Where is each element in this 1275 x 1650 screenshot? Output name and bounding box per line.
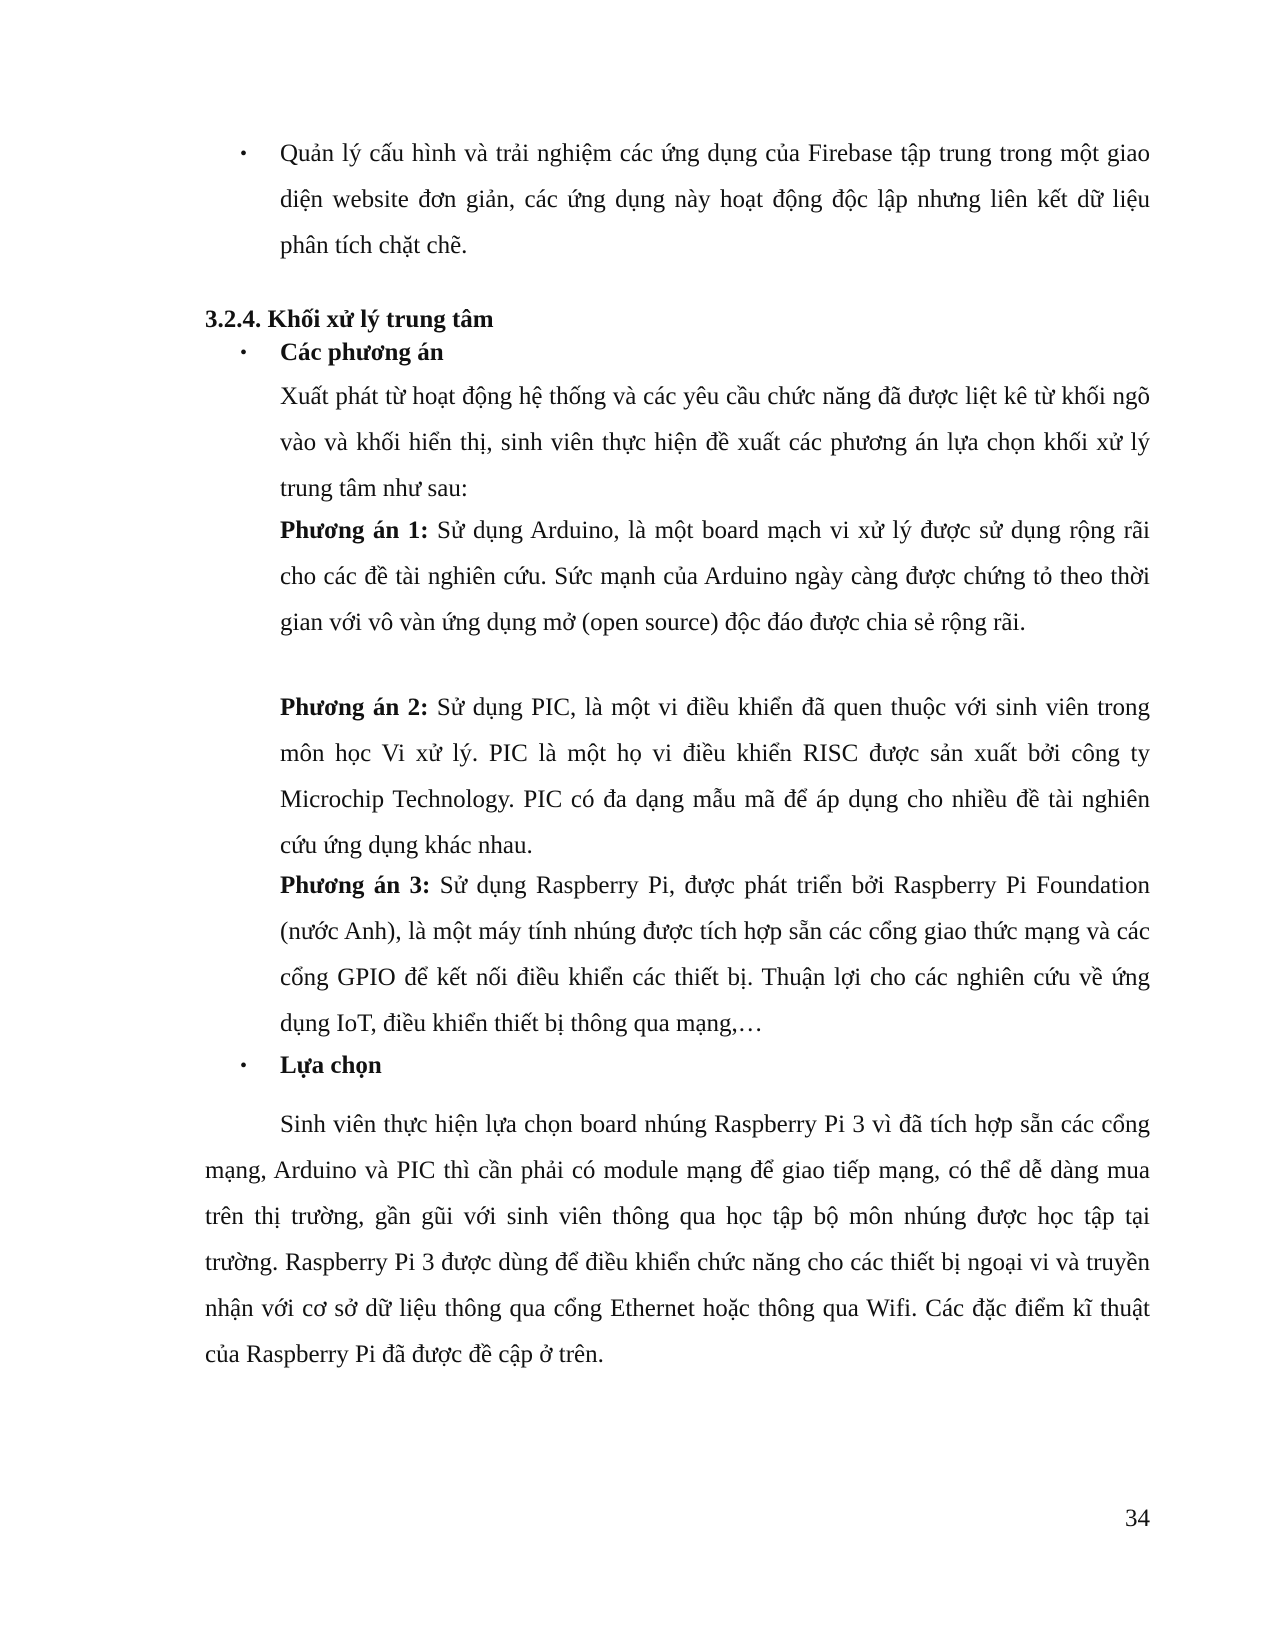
option-1-paragraph [280, 508, 1150, 646]
options-title: Các phương án [280, 339, 444, 366]
option-2-label: Phương án 2: [280, 694, 429, 721]
choice-paragraph: Sinh viên thực hiện lựa chọn board nhúng Raspberry Pi 3 vì đã tích hợp sẵn các cổng mạng, Arduino và PIC thì cần phải có module mạng để giao tiếp mạng, có thể dễ dàng mua trên thị trường, gần gũi với sinh viên thông qua học tập bộ môn nhúng được học tập tại trường. Raspberry Pi 3 được dùng để điều khiển chức năng cho các thiết bị ngoại vi và truyền nhận với cơ sở dữ liệu thông qua cổng Ethernet hoặc thông qua Wifi. Các đặc điểm kĩ thuật của Raspberry Pi đã được đề cập ở trên. [205, 1111, 1150, 1368]
bullet-icon: • [240, 342, 248, 364]
option-3-paragraph [280, 863, 1150, 1047]
option-2-text: Sử dụng PIC, là một vi điều khiển đã quen thuộc với sinh viên trong môn học Vi xử lý. PIC là một họ vi điều khiển RISC được sản xuất bởi công ty Microchip Technology. PIC có đa dạng mẫu mã để áp dụng cho nhiều đề tài nghiên cứu ứng dụng khác nhau. [280, 694, 1150, 859]
option-2-paragraph [280, 685, 1150, 869]
section-heading: 3.2.4. Khối xử lý trung tâm [205, 306, 494, 333]
intro-bullet-text: Quản lý cấu hình và trải nghiệm các ứng dụng của Firebase tập trung trong một giao diện website đơn giản, các ứng dụng này hoạt động độc lập nhưng liên kết dữ liệu phân tích chặt chẽ. [280, 140, 1150, 259]
bullet-icon: • [240, 1055, 248, 1077]
option-1-label: Phương án 1: [280, 517, 429, 544]
option-3-text: Sử dụng Raspberry Pi, được phát triển bởi Raspberry Pi Foundation (nước Anh), là một máy tính nhúng được tích hợp sẵn các cổng giao thức mạng và các cổng GPIO để kết nối điều khiển các thiết bị. Thuận lợi cho các nghiên cứu về ứng dụng IoT, điều khiển thiết bị thông qua mạng,… [280, 872, 1150, 1037]
page-number: 34 [1125, 1505, 1150, 1532]
bullet-icon: • [240, 143, 248, 165]
options-intro-paragraph: Xuất phát từ hoạt động hệ thống và các yêu cầu chức năng đã được liệt kê từ khối ngõ vào và khối hiển thị, sinh viên thực hiện đề xuất các phương án lựa chọn khối xử lý trung tâm như sau: [280, 383, 1150, 502]
option-3-label: Phương án 3: [280, 872, 431, 899]
choice-title: Lựa chọn [280, 1052, 382, 1079]
option-1-text: Sử dụng Arduino, là một board mạch vi xử lý được sử dụng rộng rãi cho các đề tài nghiên cứu. Sức mạnh của Arduino ngày càng được chứng tỏ theo thời gian với vô vàn ứng dụng mở (open source) độc đáo được chia sẻ rộng rãi. [280, 517, 1151, 636]
